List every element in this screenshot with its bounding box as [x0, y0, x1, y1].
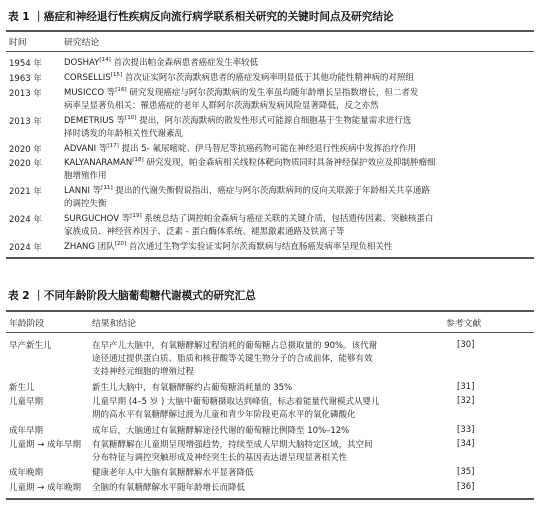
table2-bottom-rule	[6, 498, 534, 500]
table1-year: 1954 年	[9, 59, 42, 69]
table1-year: 2020 年	[9, 145, 42, 155]
table2-ref: [34]	[457, 439, 475, 449]
table2-header-ref: 参考文献	[446, 319, 482, 329]
table1-conclusion: 研究发现，帕金森病相关线粒体靶向物质同时具备神经保护效应及抑制肿瘤细	[146, 158, 436, 168]
table1-header-time: 时间	[9, 38, 27, 48]
table2-stage: 儿童期 → 成年早期	[9, 440, 82, 450]
table2-stage: 成年早期	[9, 426, 44, 436]
table2-stage: 儿童早期	[9, 397, 44, 407]
table1-citation: [11]	[101, 185, 113, 191]
table2-ref: [32]	[457, 396, 475, 406]
table1-row	[64, 185, 534, 197]
table2-ref: [30]	[457, 340, 475, 350]
table2-stage: 新生儿	[9, 383, 35, 393]
table1-bottom-rule	[6, 257, 534, 259]
table1-conclusion: 提出 5- 氟尿嘧啶、伊马替尼等抗癌药物可能在神经退行性疾病中发挥治疗作用	[121, 144, 416, 154]
table2-header-stage: 年龄阶段	[9, 319, 45, 329]
table1-row	[64, 143, 534, 155]
table2-result-line: 分布特征与调控突触形成及神经突生长的基因表达谱呈现显著相关性	[92, 453, 348, 463]
table1-author: CORSELLIS	[64, 73, 111, 83]
table2-result-line: 成年后，大脑通过有氧糖酵解途径代谢的葡萄糖比例降至 10%–12%	[92, 426, 350, 436]
table1-conclusion-continued: 病率呈显著负相关：罹患癌症的老年人群阿尔茨海默病发病风险显著降低，反之亦然	[64, 101, 379, 111]
table1-row	[64, 72, 534, 84]
table1-citation: [17]	[107, 143, 119, 149]
table2-stage: 成年晚期	[9, 468, 44, 478]
table1-year: 2024 年	[9, 243, 42, 253]
table1-author: MUSICCO 等	[64, 88, 116, 98]
table1-author: ADVANI 等	[64, 144, 108, 154]
table1-row	[64, 157, 534, 169]
table1-citation: [16]	[115, 87, 127, 93]
table1-row	[64, 115, 534, 127]
table1-conclusion: 首次提出帕金森病患者癌症发生率较低	[113, 58, 259, 68]
table1-conclusion-continued: 的调控失衡	[64, 199, 107, 209]
table1-conclusion-continued: 家族成员、神经营养因子、泛素 - 蛋白酶体系统、褪黑激素通路及铁离子等	[64, 227, 345, 237]
table1-author: ZHANG 团队	[64, 242, 115, 252]
table2-result-line: 在早产儿大脑中，有氧糖酵解过程消耗的葡萄糖占总摄取量的 90%。该代谢	[92, 341, 378, 351]
table1-author: DEMETRIUS 等	[64, 116, 126, 126]
table2-top-rule	[6, 310, 534, 312]
table1-header-rule	[6, 51, 534, 52]
table2-header-rule	[6, 332, 534, 333]
table1-row	[64, 87, 534, 99]
table2-result-line: 期的高水平有氧糖酵解过渡为儿童和青少年阶段更高水平的氧化磷酸化	[92, 410, 356, 420]
table1-conclusion-continued: 胞增殖作用	[64, 171, 107, 181]
table1-year: 2024 年	[9, 215, 42, 225]
table1-conclusion: 系统总结了调控帕金森病与癌症关联的关键介质，包括遗传因素、突触核蛋白	[144, 214, 434, 224]
table2-result-line: 全脑的有氧糖酵解水平随年龄增长而降低	[92, 483, 246, 493]
table1-citation: [18]	[132, 157, 144, 163]
table1-row	[64, 241, 534, 253]
table2-stage: 儿童期 → 成年晚期	[9, 483, 82, 493]
table2-stage: 早产新生儿	[9, 341, 52, 351]
table1-header-conclusion: 研究结论	[64, 38, 100, 48]
table1-author: KALYANARAMAN	[64, 158, 133, 168]
table1-citation: [14]	[99, 57, 111, 63]
table2-ref: [35]	[457, 467, 475, 477]
table2-title: 表 2 ｜不同年龄阶段大脑葡萄糖代谢模式的研究汇总	[8, 290, 256, 302]
table1-author: SURGUCHOV 等	[64, 214, 131, 224]
table2-header-result: 结果和结论	[92, 319, 136, 329]
table2-result-line: 新生儿大脑中，有氧糖酵解约占葡萄糖消耗量的 35%	[92, 383, 293, 393]
table1-year: 2020 年	[9, 159, 42, 169]
table1-citation: [10]	[125, 115, 137, 121]
table1-year: 2021 年	[9, 187, 42, 197]
table2-ref: [33]	[457, 425, 475, 435]
table1-citation: [15]	[110, 72, 123, 78]
table1-citation: [20]	[114, 241, 127, 247]
table2-ref: [31]	[457, 382, 475, 392]
table1-conclusion: 首次证实阿尔茨海默病患者的癌症发病率明显低于其他功能性精神病的对照组	[124, 73, 414, 83]
table1-conclusion: 研究发现癌症与阿尔茨海默病的发生率虽均随年龄增长呈指数增长，但二者发	[129, 88, 419, 98]
table1-title: 表 1 ｜癌症和神经退行性疾病反向流行病学联系相关研究的关键时间点及研究结论	[8, 11, 394, 23]
table2-result-line: 儿童早期 (4–5 岁 ) 大脑中葡萄糖摄取达到峰值，标志着能量代谢模式从婴儿	[92, 397, 380, 407]
table1-row	[64, 57, 534, 69]
table1-conclusion: 提出的代谢失衡假说指出，癌症与阿尔茨海默病间的反向关联源于年龄相关共享通路	[115, 186, 430, 196]
table2-result-line: 支持神经元细胞的增殖过程	[92, 367, 195, 377]
table1-year: 2013 年	[9, 117, 42, 127]
table2-ref: [36]	[457, 482, 475, 492]
table2-result-line: 有氧糖酵解在儿童期呈现增强趋势，持续至成人早期大脑特定区域，其空间	[92, 440, 373, 450]
table1-row	[64, 213, 534, 225]
table1-citation: [19]	[130, 213, 142, 219]
table1-top-rule	[6, 30, 534, 32]
table1-year: 2013 年	[9, 89, 42, 99]
table2-result-line: 健康老年人中大脑有氧糖酵解水平显著降低	[92, 468, 254, 478]
table1-conclusion: 首次通过生物学实验证实阿尔茨海默病与结直肠癌发病率呈现负相关性	[128, 242, 393, 252]
table1-conclusion: 提出，阿尔茨海默病的散发性形式可能源自细胞基于生物能量需求进行选	[139, 116, 412, 126]
table1-conclusion-continued: 择时诱发的年龄相关性代谢紊乱	[64, 129, 184, 139]
table1-year: 1963 年	[9, 74, 42, 84]
table1-author: DOSHAY	[64, 58, 100, 68]
table1-author: LANNI 等	[64, 186, 102, 196]
table2-result-line: 途径通过提供蛋白质、脂质和核苷酸等关键生物分子的合成前体，能够有效	[92, 354, 373, 364]
